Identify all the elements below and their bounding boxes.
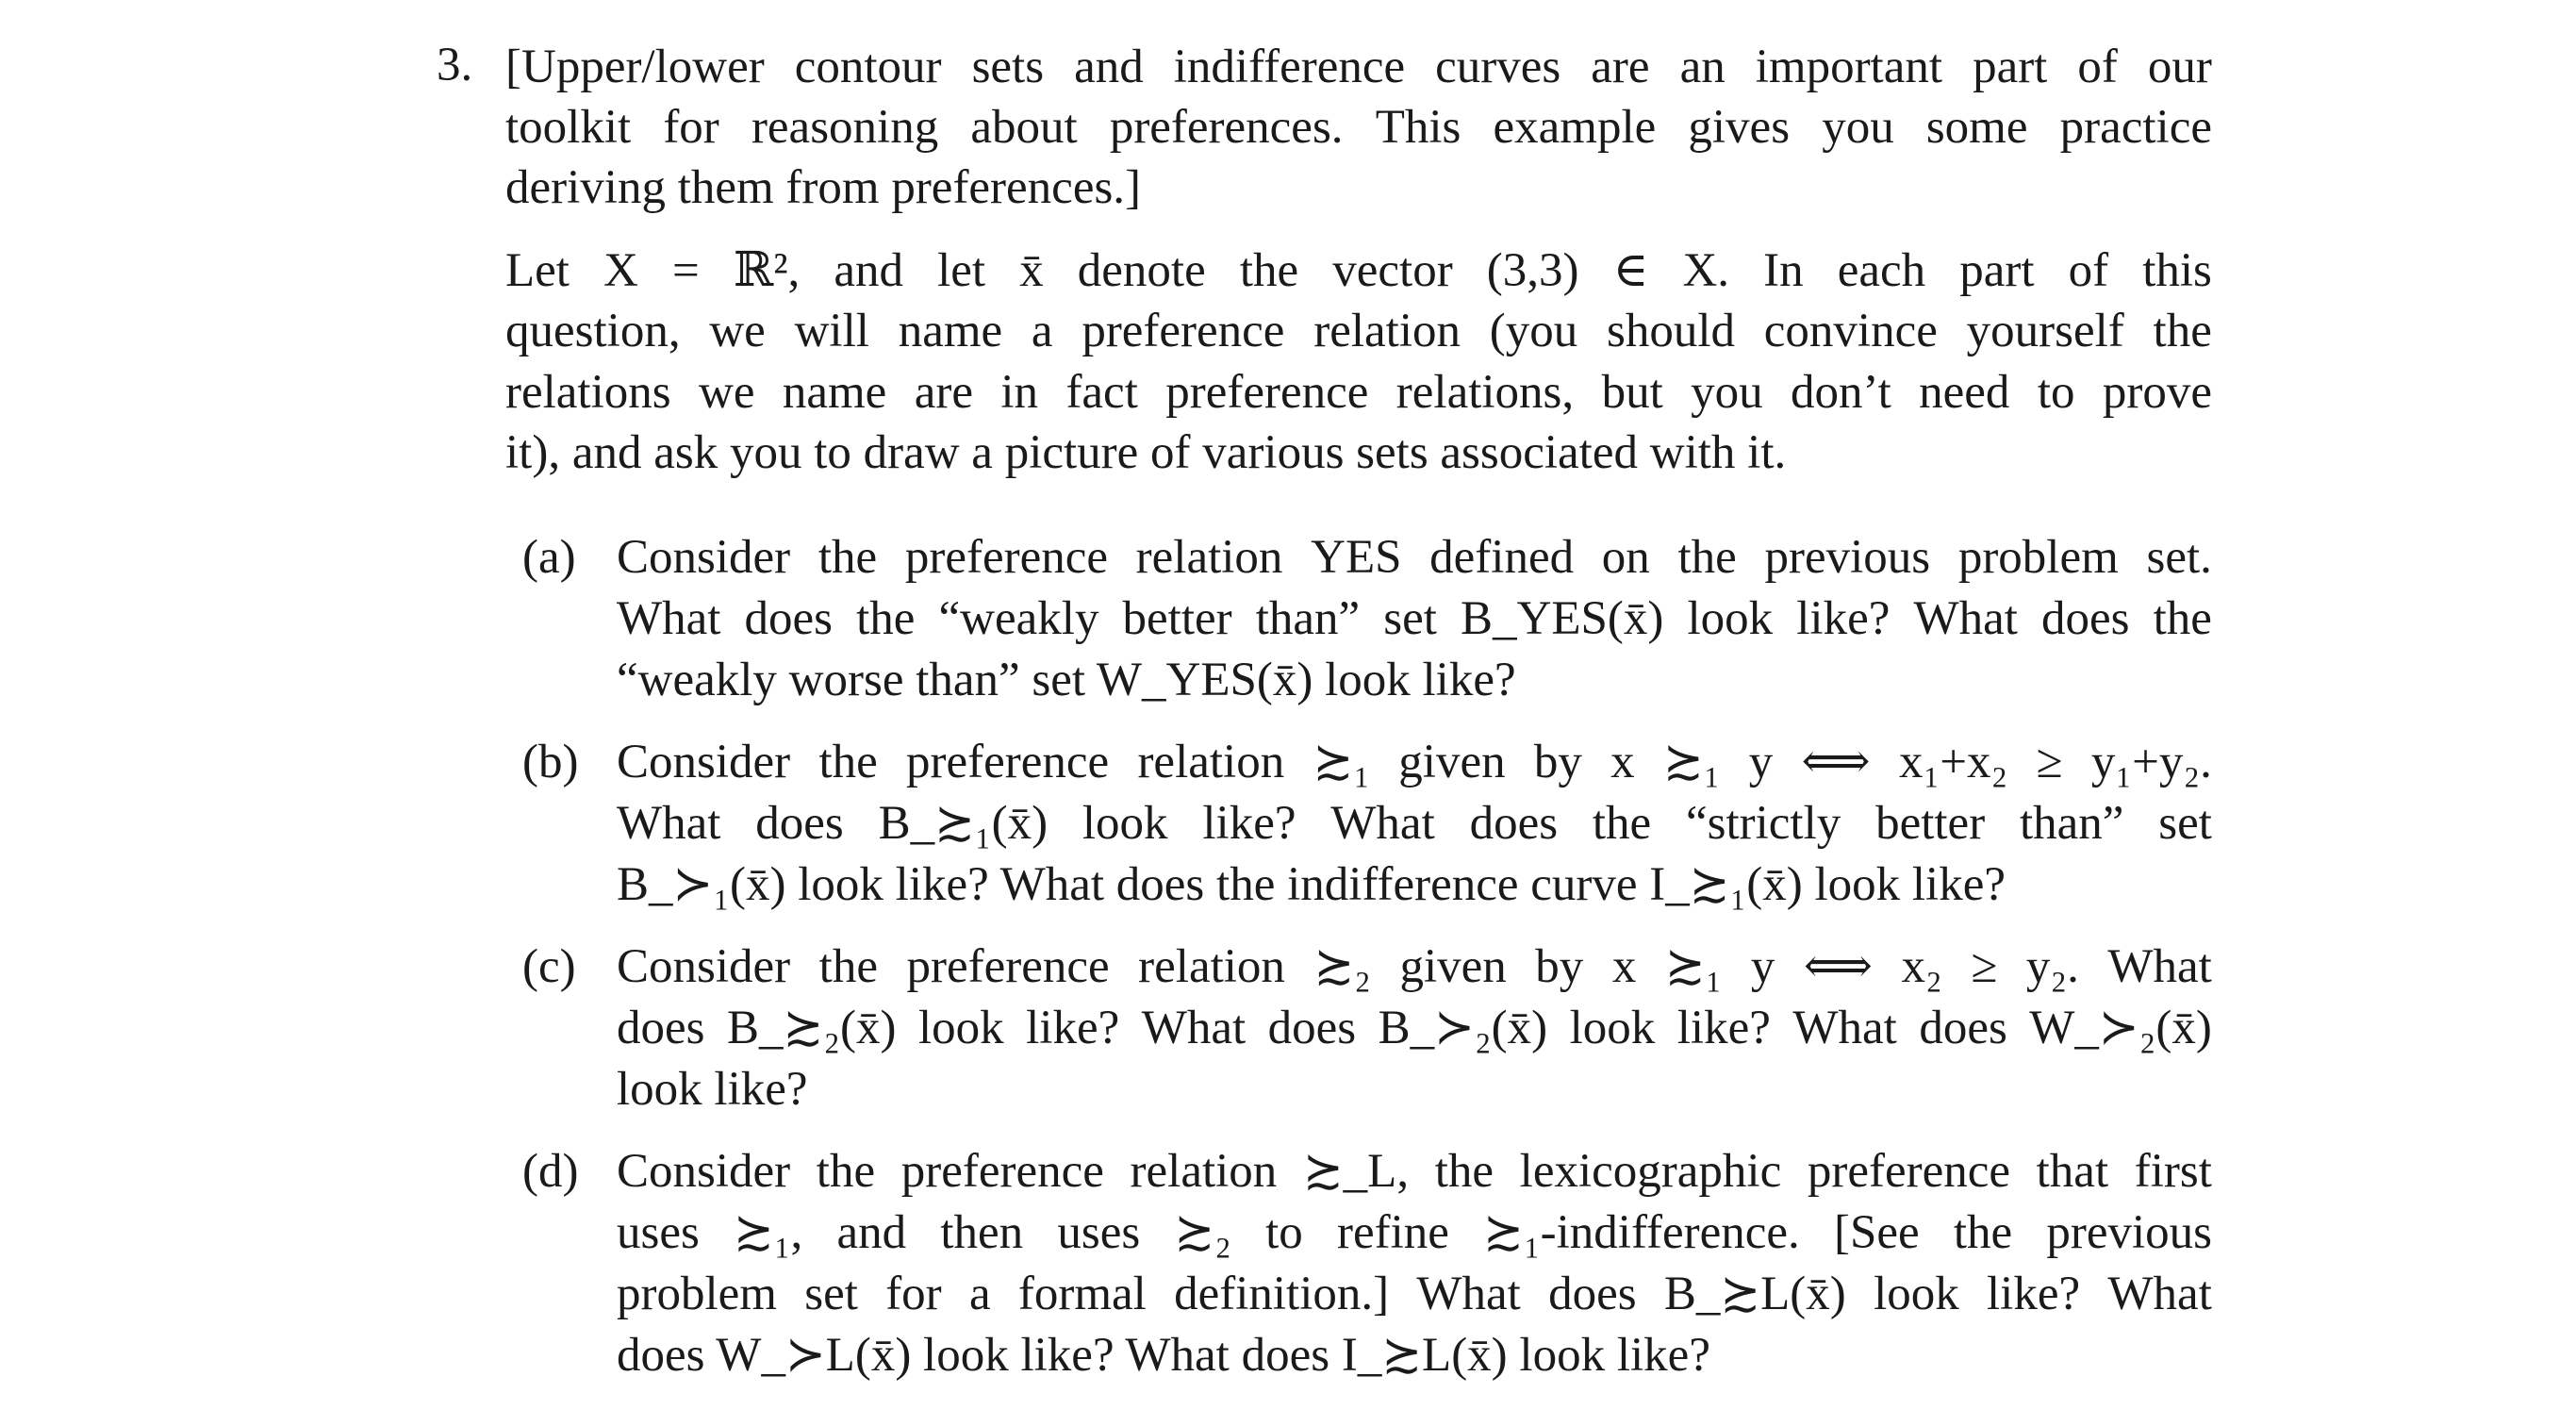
part-d-line-4: does W_≻L(x̄) look like? What does I_≿L(x̄) look like? [617, 1329, 1710, 1382]
part-c-line-2: does B_≿₂(x̄) look like? What does B_≻₂(x̄) look like? What does W_≻₂(x̄) [617, 1002, 2212, 1054]
part-c-label: (c) [522, 940, 576, 993]
part-d-line-3: problem set for a formal definition.] What does B_≿L(x̄) look like? What [617, 1268, 2212, 1320]
setup-line-1: Let X = ℝ², and let x̄ denote the vector (3,3) ∈ X. In each part of this [505, 244, 2212, 297]
part-a-label: (a) [522, 531, 576, 584]
parts-body [617, 0, 2212, 1426]
part-d-label: (d) [522, 1145, 579, 1198]
part-b-label: (b) [522, 736, 579, 788]
part-d-line-2: uses ≿₁, and then uses ≿₂ to refine ≿₁-indifference. [See the previous [617, 1206, 2212, 1259]
intro-line-2: toolkit for reasoning about preferences. This example gives you some practice [505, 101, 2212, 154]
setup-line-4: it), and ask you to draw a picture of various sets associated with it. [505, 426, 1787, 479]
setup-line-2: question, we will name a preference relation (you should convince yourself the [505, 305, 2212, 357]
part-a-line-3: “weakly worse than” set W_YES(x̄) look like? [617, 654, 1516, 706]
problem-number: 3. [437, 39, 473, 91]
part-a-line-1: Consider the preference relation YES defined on the previous problem set. [617, 531, 2212, 584]
part-b-line-2: What does B_≿₁(x̄) look like? What does the “strictly better than” set [617, 797, 2212, 850]
part-c-line-1: Consider the preference relation ≿₂ given by x ≿₁ y ⟺ x₂ ≥ y₂. What [617, 940, 2212, 993]
intro-line-3: deriving them from preferences.] [505, 161, 1142, 214]
intro-line-1: [Upper/lower contour sets and indifference curves are an important part of our [505, 41, 2212, 93]
part-c-line-3: look like? [617, 1063, 808, 1116]
part-d-line-1: Consider the preference relation ≿_L, the lexicographic preference that first [617, 1145, 2212, 1198]
part-b-line-1: Consider the preference relation ≿₁ given by x ≿₁ y ⟺ x₁+x₂ ≥ y₁+y₂. [617, 736, 2212, 788]
part-a-line-2: What does the “weakly better than” set B_YES(x̄) look like? What does the [617, 592, 2212, 645]
part-b-line-3: B_≻₁(x̄) look like? What does the indifference curve I_≿₁(x̄) look like? [617, 858, 2006, 911]
setup-line-3: relations we name are in fact preference relations, but you don’t need to prove [505, 366, 2212, 419]
